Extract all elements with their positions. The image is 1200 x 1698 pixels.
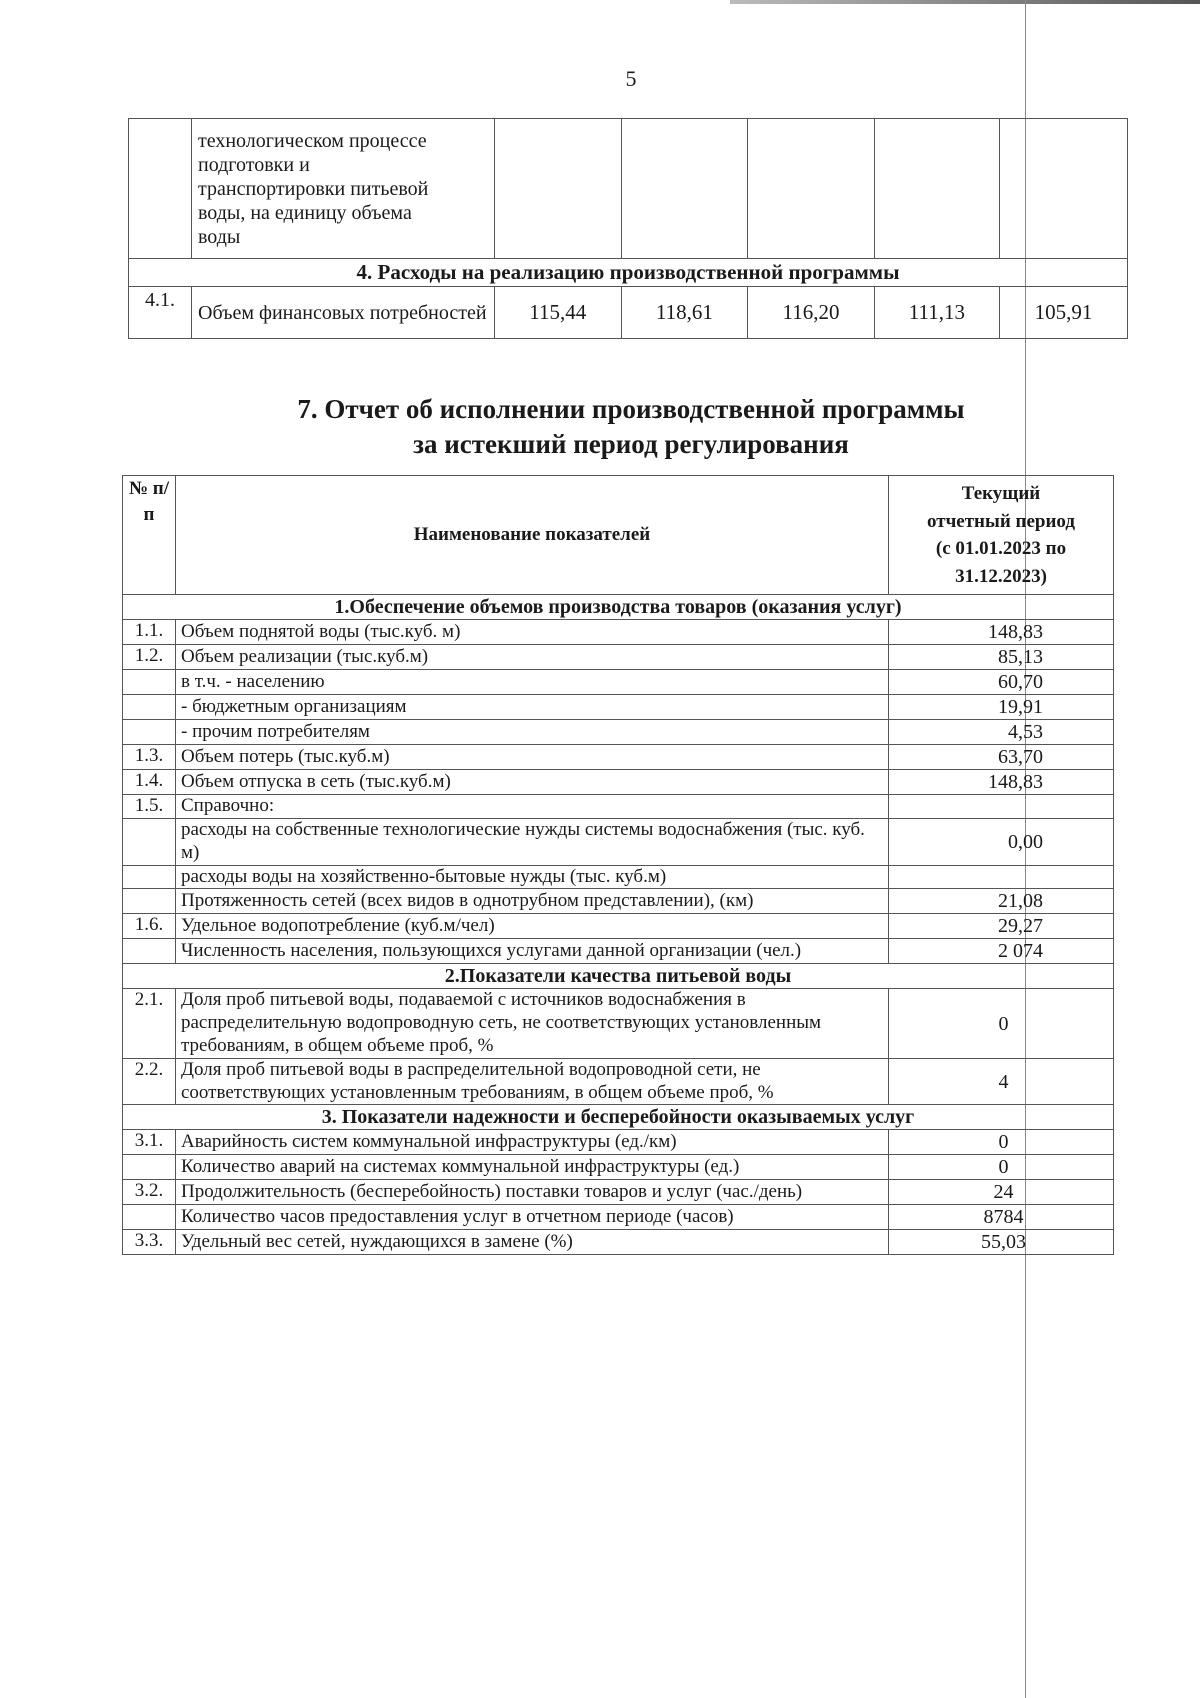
- table-row: Количество аварий на системах коммунальной инфраструктуры (ед.) 0: [123, 1155, 1114, 1180]
- table-row: 1.1. Объем поднятой воды (тыс.куб. м) 148,83: [123, 620, 1114, 645]
- table-row: в т.ч. - населению 60,70: [123, 670, 1114, 695]
- header-period: Текущий отчетный период (с 01.01.2023 по 31.12.2023): [889, 476, 1114, 595]
- table-header-row: [123, 476, 1114, 595]
- table-row: 3.2. Продолжительность (бесперебойность) поставки товаров и услуг (час./день) 24: [123, 1180, 1114, 1205]
- table-row: 1.4. Объем отпуска в сеть (тыс.куб.м) 148,83: [123, 770, 1114, 795]
- table-row: - бюджетным организациям 19,91: [123, 695, 1114, 720]
- table-row: 1.6. Удельное водопотребление (куб.м/чел) 29,27: [123, 914, 1114, 939]
- table-row: 1.2. Объем реализации (тыс.куб.м) 85,13: [123, 645, 1114, 670]
- table-row: Протяженность сетей (всех видов в однотрубном представлении), (км) 21,08: [123, 889, 1114, 914]
- finance-table: [128, 118, 1128, 339]
- table-row: - прочим потребителям 4,53: [123, 720, 1114, 745]
- table-row: 1.3. Объем потерь (тыс.куб.м) 63,70: [123, 745, 1114, 770]
- table-row: 1.5. Справочно:: [123, 795, 1114, 819]
- table-row: расходы воды на хозяйственно-бытовые нужды (тыс. куб.м): [123, 865, 1114, 889]
- header-num: № п/п: [123, 476, 176, 595]
- continued-description: технологическом процессе подготовки и транспортировки питьевой воды, на единицу объема воды: [192, 119, 495, 259]
- table-row: 4.1. Объем финансовых потребностей 115,44 118,61 116,20 111,13 105,91: [129, 287, 1128, 339]
- report-table: [122, 475, 1114, 1255]
- table-row: Численность населения, пользующихся услугами данной организации (чел.) 2 074: [123, 939, 1114, 964]
- scan-edge-top: [730, 0, 1200, 4]
- report-title: 7. Отчет об исполнении производственной программы за истекший период регулирования: [297, 394, 965, 460]
- table-row: [129, 119, 1128, 259]
- table-row: 2.1. Доля проб питьевой воды, подаваемой с источников водоснабжения в распределительную водопроводную сеть, не соответствующих установленным требованиям, в общем объеме проб, % 0: [123, 989, 1114, 1058]
- table-row: 3.3. Удельный вес сетей, нуждающихся в замене (%) 55,03: [123, 1230, 1114, 1255]
- header-name: Наименование показателей: [176, 476, 889, 595]
- section-heading: 3. Показатели надежности и бесперебойности оказываемых услуг: [123, 1105, 1114, 1130]
- table-row: расходы на собственные технологические нужды системы водоснабжения (тыс. куб. м) 0,00: [123, 818, 1114, 865]
- table-row: 3.1. Аварийность систем коммунальной инфраструктуры (ед./км) 0: [123, 1130, 1114, 1155]
- section-heading: 1.Обеспечение объемов производства товаров (оказания услуг): [123, 595, 1114, 620]
- section-heading: 4. Расходы на реализацию производственной программы: [129, 259, 1128, 287]
- section-heading: 2.Показатели качества питьевой воды: [123, 964, 1114, 989]
- table-row: 2.2. Доля проб питьевой воды в распределительной водопроводной сети, не соответствующих установленным требованиям, в общем объеме проб, % 4: [123, 1058, 1114, 1105]
- table-row: Количество часов предоставления услуг в отчетном периоде (часов) 8784: [123, 1205, 1114, 1230]
- page-number: 5: [625, 66, 637, 91]
